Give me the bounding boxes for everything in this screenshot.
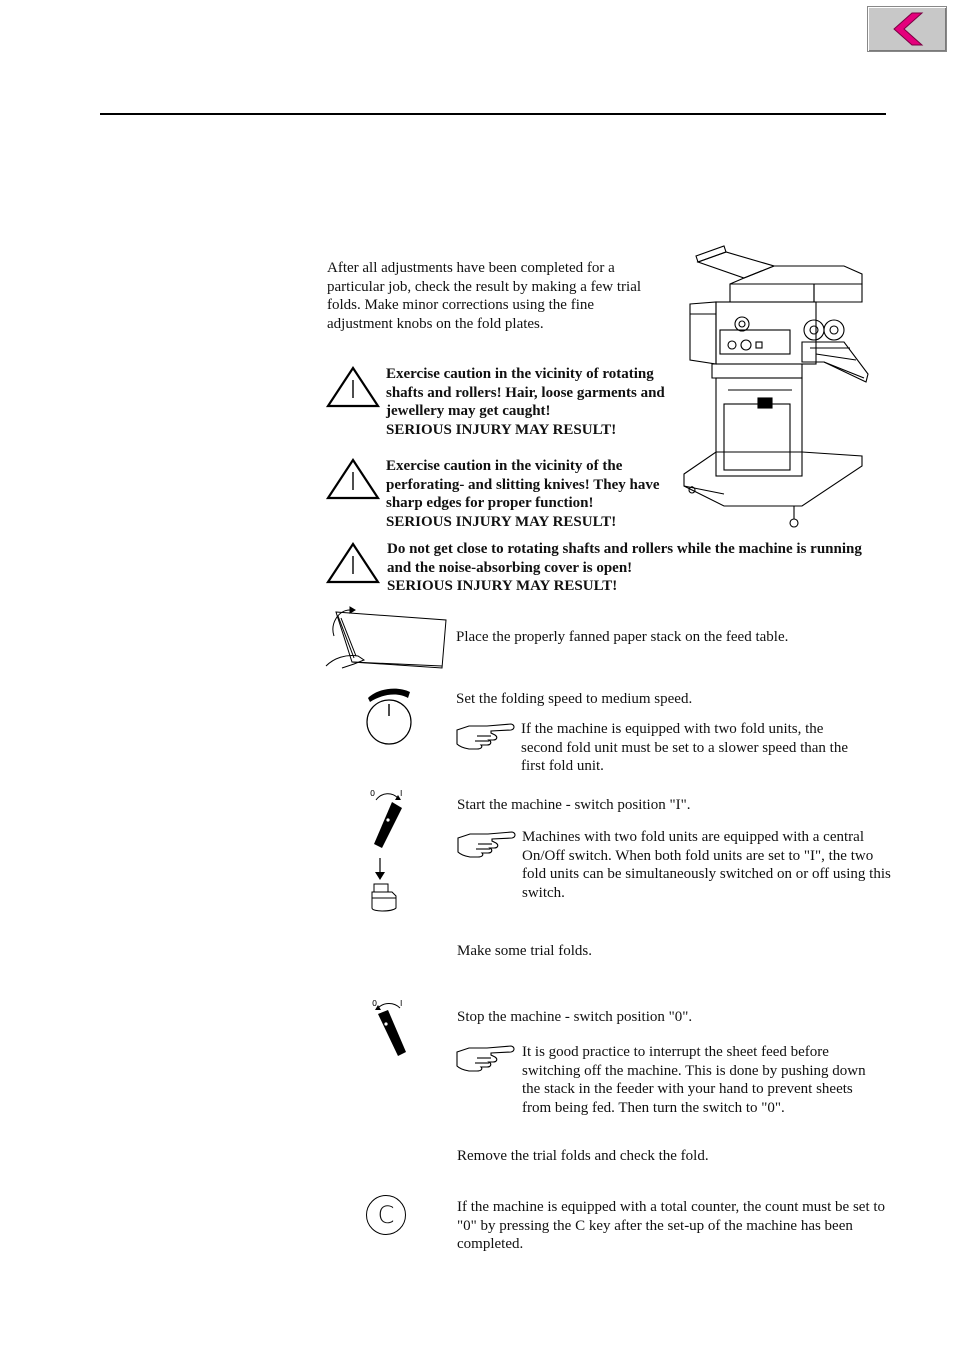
step-feed-text: Place the properly fanned paper stack on the feed table. [456, 629, 789, 645]
header-rule [100, 113, 886, 115]
central-switch-icon [364, 858, 408, 914]
switch-off-icon [366, 994, 416, 1058]
warning-message: Do not get close to rotating shafts and rollers while the machine is running and the noise-absorbing cover is open! SERIOUS INJURY MAY RESULT! [387, 541, 862, 595]
speed-knob-icon [362, 684, 414, 746]
note-start-text: Machines with two fold units are equipped with a central On/Off switch. When both fold units are set to "I", the two fold units can be simultaneously switched on or off using this switch. [522, 829, 891, 902]
warning-message: Exercise caution in the vicinity of rotating shafts and rollers! Hair, loose garments and jewellery may get caught! SERIOUS INJURY MAY RESULT! [386, 366, 665, 439]
switch-label-off: 0 [372, 999, 378, 1008]
pointing-hand-icon [455, 722, 515, 750]
step-speed-text: Set the folding speed to medium speed. [456, 691, 693, 707]
counter-reset-key-icon: C [366, 1195, 406, 1235]
intro-paragraph: After all adjustments have been completed for a particular job, check the result by making a few trial folds. Make minor corrections using the fine adjustment knobs on the fold plates. [327, 260, 642, 333]
pointing-hand-icon [456, 830, 516, 858]
switch-label-on: I [400, 999, 403, 1008]
switch-label-on: I [400, 789, 403, 798]
paper-stack-icon [324, 606, 448, 670]
step-stop-text: Stop the machine - switch position "0". [457, 1009, 693, 1025]
note-stop-text: It is good practice to interrupt the sheet feed before switching off the machine. This is done by pushing down the stack in the feeder with your hand to prevent sheets from being fed. Then turn the switch to "0". [522, 1044, 866, 1117]
step-trial-text: Make some trial folds. [457, 943, 592, 959]
back-button[interactable] [867, 6, 947, 52]
warning-message: Exercise caution in the vicinity of the perforating- and slitting knives! They have sharp edges for proper function! SERIOUS INJURY MAY RESULT! [386, 458, 660, 531]
note-speed-text: If the machine is equipped with two fold units, the second fold unit must be set to a slower speed than the first fold unit. [521, 721, 849, 775]
step-counter-text: If the machine is equipped with a total counter, the count must be set to "0" by pressing the C key after the set-up of the machine has been completed. [457, 1199, 886, 1253]
chevron-left-icon [868, 7, 946, 51]
warning-triangle-icon [326, 458, 380, 500]
step-remove-text: Remove the trial folds and check the fold. [457, 1148, 709, 1164]
pointing-hand-icon [455, 1044, 515, 1072]
switch-label-off: 0 [370, 789, 376, 798]
warning-triangle-icon [326, 366, 380, 408]
folding-machine-illustration [684, 244, 868, 532]
warning-triangle-icon [326, 542, 380, 584]
switch-on-icon [362, 784, 412, 854]
step-start-text: Start the machine - switch position "I". [457, 797, 691, 813]
